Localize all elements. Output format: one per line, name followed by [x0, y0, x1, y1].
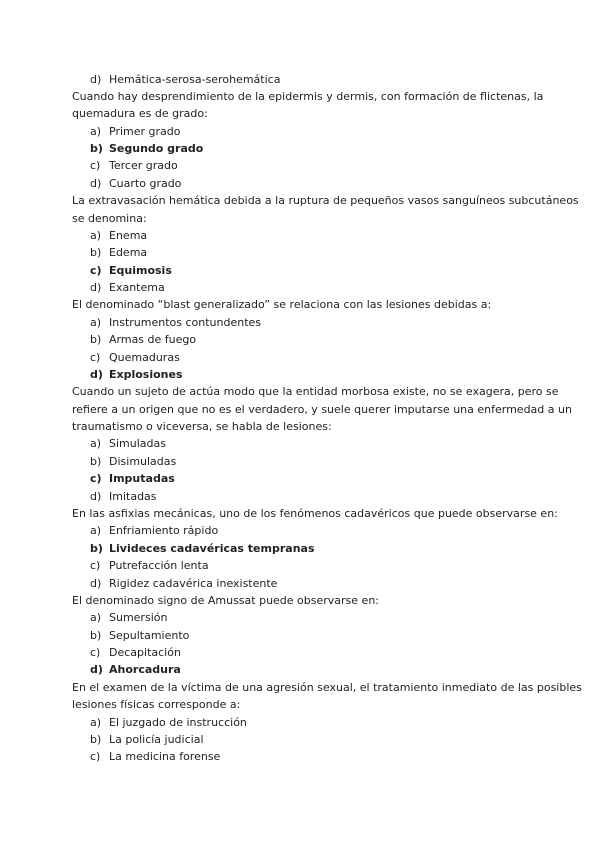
option-letter: a): [90, 715, 102, 729]
option-letter: a): [90, 437, 102, 451]
option-text: Primer grado: [109, 124, 181, 138]
question-text-line: Cuando hay desprendimiento de la epidermis y dermis, con formación de flictenas, la: [72, 89, 544, 103]
answer-option-correct: [90, 140, 528, 157]
option-letter: c): [90, 350, 101, 364]
answer-option-correct: [90, 262, 528, 279]
answer-option: [90, 714, 528, 731]
option-letter: d): [90, 367, 103, 381]
answer-option-correct: [90, 366, 528, 383]
option-letter: a): [90, 315, 102, 329]
answer-option: [90, 627, 528, 644]
option-text: Instrumentos contundentes: [109, 315, 262, 329]
option-letter: b): [90, 454, 102, 468]
option-text: Imitadas: [109, 489, 157, 503]
question-text-line: lesiones físicas corresponde a:: [72, 698, 241, 712]
answer-option: [90, 279, 528, 296]
option-text: Enema: [109, 228, 148, 242]
option-text: Decapitación: [109, 646, 181, 660]
option-letter: d): [90, 281, 102, 295]
answer-option: [90, 609, 528, 626]
option-letter: a): [90, 524, 102, 538]
answer-option: [90, 488, 528, 505]
option-letter: d): [90, 663, 103, 677]
answer-option: [90, 123, 528, 140]
option-text: La policía judicial: [109, 732, 204, 746]
option-text: Disimuladas: [109, 454, 177, 468]
answer-option: [90, 331, 528, 348]
option-letter: b): [90, 732, 102, 746]
question-text-line: se denomina:: [72, 211, 147, 225]
option-text: Armas de fuego: [109, 333, 197, 347]
option-letter: b): [90, 142, 103, 156]
option-text: El juzgado de instrucción: [109, 715, 247, 729]
option-letter: c): [90, 472, 102, 486]
option-letter: b): [90, 333, 102, 347]
option-text: Cuarto grado: [109, 176, 182, 190]
option-letter: c): [90, 750, 101, 764]
option-text: Livideces cadavéricas tempranas: [109, 541, 315, 555]
answer-option: [90, 748, 528, 765]
option-letter: c): [90, 559, 101, 573]
answer-option: [90, 575, 528, 592]
answer-option: [90, 157, 528, 174]
option-text: La medicina forense: [109, 750, 221, 764]
answer-option-correct: [90, 470, 528, 487]
option-text: Equimosis: [109, 263, 172, 277]
option-letter: c): [90, 646, 101, 660]
question-text-line: El denominado “blast generalizado” se relaciona con las lesiones debidas a:: [72, 298, 492, 312]
option-letter: b): [90, 541, 103, 555]
answer-option: [90, 314, 528, 331]
option-text: Enfriamiento rápido: [109, 524, 219, 538]
question-text-line: refiere a un origen que no es el verdadero, y suele querer imputarse una enfermedad a un: [72, 402, 572, 416]
option-letter: d): [90, 176, 102, 190]
answer-option: [90, 522, 528, 539]
option-text: Rigidez cadavérica inexistente: [109, 576, 278, 590]
question-text-line: En el examen de la víctima de una agresión sexual, el tratamiento inmediato de las posibles: [72, 680, 582, 694]
answer-option: [90, 435, 528, 452]
answer-option: [90, 244, 528, 261]
option-text: Quemaduras: [109, 350, 180, 364]
question-text-line: El denominado signo de Amussat puede observarse en:: [72, 593, 380, 607]
answer-option: [90, 731, 528, 748]
option-text: Exantema: [109, 281, 165, 295]
answer-option-correct: [90, 661, 528, 678]
option-text: Simuladas: [109, 437, 166, 451]
option-letter: d): [90, 576, 102, 590]
option-text: Tercer grado: [109, 159, 178, 173]
option-text: Imputadas: [109, 472, 175, 486]
answer-option: [90, 349, 528, 366]
option-text: Edema: [109, 246, 148, 260]
option-letter: c): [90, 263, 102, 277]
option-letter: d): [90, 489, 102, 503]
option-text: Hemática-serosa-serohemática: [109, 72, 281, 86]
option-letter: a): [90, 611, 102, 625]
option-text: Segundo grado: [109, 142, 204, 156]
option-text: Ahorcadura: [109, 663, 181, 677]
answer-option: [90, 644, 528, 661]
option-text: Putrefacción lenta: [109, 559, 209, 573]
answer-option: [90, 557, 528, 574]
option-text: Sepultamiento: [109, 628, 190, 642]
answer-option: [90, 71, 528, 88]
answer-option-correct: [90, 540, 528, 557]
question-text-line: En las asfixias mecánicas, uno de los fenómenos cadavéricos que puede observarse en:: [72, 507, 558, 520]
option-text: Explosiones: [109, 367, 183, 381]
option-letter: b): [90, 246, 102, 260]
option-letter: a): [90, 228, 102, 242]
option-letter: a): [90, 124, 102, 138]
option-letter: b): [90, 628, 102, 642]
answer-option: [90, 175, 528, 192]
answer-option: [90, 453, 528, 470]
answer-option: [90, 227, 528, 244]
option-letter: c): [90, 159, 101, 173]
question-text-line: traumatismo o viceversa, se habla de lesiones:: [72, 420, 332, 434]
question-text-line: La extravasación hemática debida a la ruptura de pequeños vasos sanguíneos subcutáneos: [72, 194, 579, 208]
question-text-line: quemadura es de grado:: [72, 107, 208, 121]
option-letter: d): [90, 72, 102, 86]
option-text: Sumersión: [109, 611, 168, 625]
question-text-line: Cuando un sujeto de actúa modo que la entidad morbosa existe, no se exagera, pero se: [72, 385, 559, 399]
